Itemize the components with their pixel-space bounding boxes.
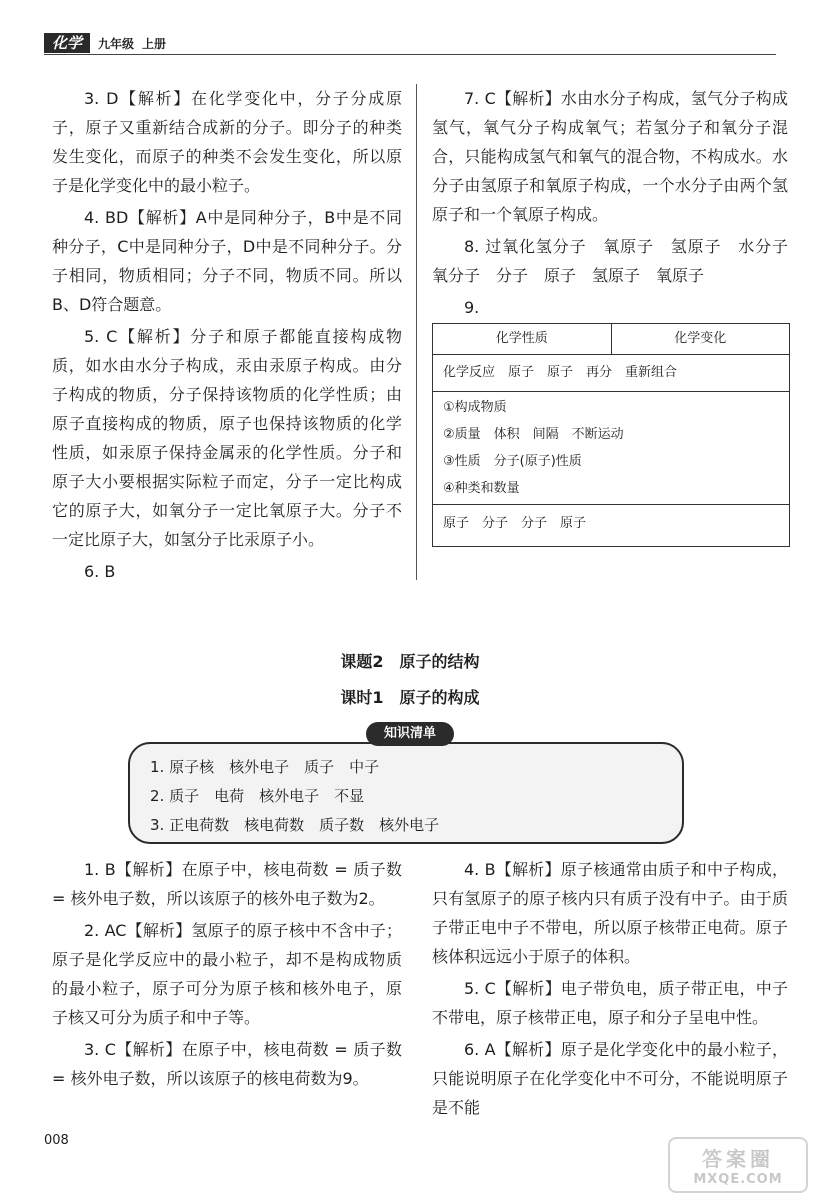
answer-7: 7. C【解析】水由水分子构成，氢气分子构成氢气，氧气分子构成氧气；若氢分子和氧分子混合，只能构成氢气和氧气的混合物，不构成水。水分子由氢原子和氧原子构成，一个水分子由两个氢原子和一个氧原子构成。 — [432, 89, 788, 224]
answer-4: 4. BD【解析】A中是同种分子，B中是不同种分子，C中是同种分子，D中是不同种分子。分子相同，物质相同；分子不同，物质不同。所以B、D符合题意。 — [52, 208, 402, 314]
answer-4b: 4. B【解析】原子核通常由质子和中子构成，只有氢原子的原子核内只有质子没有中子。由于质子带正电中子不带电，所以原子核带正电荷。原子核体积远远小于原子的体积。 — [432, 860, 788, 966]
answers-left-top — [52, 84, 402, 589]
watermark-text: 答案圈 — [702, 1147, 774, 1171]
answer-3: 3. D【解析】在化学变化中，分子分成原子，原子又重新结合成新的分子。即分子的种类发生变化，而原子的种类不会发生变化，所以原子是化学变化中的最小粒子。 — [52, 89, 402, 195]
table-row — [433, 392, 789, 505]
answer-2: 2. AC【解析】氢原子的原子核中不含中子；原子是化学反应中的最小粒子，却不是构成物质的最小粒子，原子可分为原子核和核外电子，原子核又可分为质子和中子等。 — [52, 921, 402, 1027]
answers-right-bottom — [432, 855, 788, 1125]
knowledge-tag: 知识清单 — [366, 722, 454, 746]
section-title: 课题2 原子的结构 — [340, 652, 480, 671]
answer-9-label: 9. — [464, 298, 480, 317]
column-divider — [416, 84, 417, 580]
grade-label: 九年级 — [98, 36, 135, 51]
table-header-cell: 化学变化 — [674, 331, 727, 346]
table-line: ①构成物质 — [443, 400, 507, 415]
answer-1: 1. B【解析】在原子中，核电荷数 = 质子数 = 核外电子数，所以该原子的核外电子数为2。 — [52, 860, 402, 908]
volume-label: 上册 — [142, 36, 167, 51]
answer-5: 5. C【解析】分子和原子都能直接构成物质，如水由水分子构成，汞由汞原子构成。由分子构成的物质，分子保持该物质的化学性质；由原子直接构成的物质，原子也保持该物质的化学性质，如汞原子保持金属汞的化学性质。分子和原子大小要根据实际粒子而定，分子一定比构成它的原子大，如氧分子一定比氧原子大。分子不一定比原子大，如氢分子比汞原子小。 — [52, 327, 402, 549]
answer-8: 8. 过氧化氢分子 氧原子 氢原子 水分子 氧分子 分子 原子 氢原子 氧原子 — [432, 237, 805, 285]
header-rule — [44, 54, 776, 55]
knowledge-item: 3. 正电荷数 核电荷数 质子数 核外电子 — [150, 816, 440, 834]
table-line: ②质量 体积 间隔 不断运动 — [443, 427, 624, 442]
answer-3b: 3. C【解析】在原子中，核电荷数 = 质子数 = 核外电子数，所以该原子的核电荷数为9。 — [52, 1040, 402, 1088]
table-line: ④种类和数量 — [443, 481, 520, 496]
answer-5b: 5. C【解析】电子带负电，质子带正电，中子不带电，原子核带正电，原子和分子呈电中性。 — [432, 979, 788, 1027]
answer-6: 6. B — [84, 562, 116, 581]
page-header — [44, 33, 166, 53]
table-row: 原子 分子 分子 原子 — [443, 516, 587, 531]
knowledge-item: 1. 原子核 核外电子 质子 中子 — [150, 758, 380, 776]
knowledge-box — [128, 742, 684, 844]
watermark-url: MXQE.COM — [693, 1172, 783, 1187]
answers-right-top — [432, 84, 805, 325]
answers-left-bottom — [52, 855, 402, 1096]
lesson-subtitle: 课时1 原子的构成 — [340, 688, 480, 707]
table-header-cell: 化学性质 — [433, 324, 612, 354]
table-line: ③性质 分子(原子)性质 — [443, 454, 582, 469]
knowledge-item: 2. 质子 电荷 核外电子 不显 — [150, 787, 365, 805]
table-header-row — [433, 324, 789, 355]
answer-6b: 6. A【解析】原子是化学变化中的最小粒子，只能说明原子在化学变化中不可分，不能说明原子是不能 — [432, 1040, 788, 1117]
subject-label: 化学 — [44, 33, 90, 53]
answer-9-table — [432, 323, 790, 547]
watermark-logo — [668, 1137, 808, 1193]
table-row: 化学反应 原子 原子 再分 重新组合 — [433, 355, 789, 392]
page-number: 008 — [44, 1133, 69, 1148]
